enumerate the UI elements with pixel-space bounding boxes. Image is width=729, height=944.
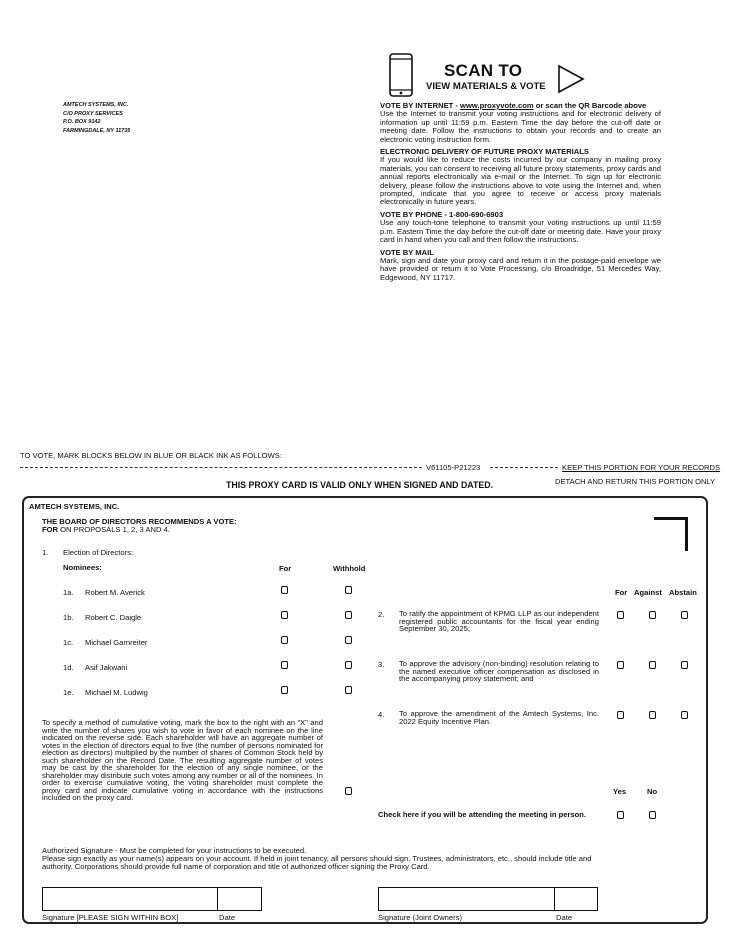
phone-section bbox=[380, 211, 661, 245]
internet-section bbox=[380, 102, 661, 144]
proposal-number: 3. bbox=[378, 660, 385, 669]
address-line: P.O. BOX 9142 bbox=[63, 119, 101, 125]
nominee-for-checkbox[interactable] bbox=[281, 686, 288, 694]
internet-body: Use the Internet to transmit your voting instructions and for electronic delivery of information up until 11:59 p.m. Eastern Time the day before the cut-off date or meeting date. Follow the instructions to obtain your records and to create an electronic voting instruction form. bbox=[380, 109, 661, 144]
joint-date-box[interactable] bbox=[554, 887, 598, 911]
address-line: C/O PROXY SERVICES bbox=[63, 110, 123, 117]
mailing-address bbox=[63, 101, 130, 135]
proposal-abstain-checkbox[interactable] bbox=[681, 711, 688, 719]
board-for: FOR bbox=[42, 525, 59, 534]
attend-yes-checkbox[interactable] bbox=[617, 811, 624, 819]
mail-section bbox=[380, 249, 661, 283]
play-arrow-icon bbox=[557, 64, 585, 94]
election-number: 1. bbox=[42, 548, 49, 557]
internet-heading-suffix: or scan the QR Barcode above bbox=[533, 101, 647, 110]
nominee-withhold-checkbox[interactable] bbox=[345, 686, 352, 694]
proposal-number: 4. bbox=[378, 710, 385, 719]
to-vote-instruction: TO VOTE, MARK BLOCKS BELOW IN BLUE OR BLACK INK AS FOLLOWS: bbox=[20, 451, 282, 460]
election-label: Election of Directors: bbox=[63, 548, 134, 557]
board-proposals bbox=[42, 525, 170, 534]
scan-subtitle: VIEW MATERIALS & VOTE bbox=[426, 81, 546, 92]
nominees-header: Nominees: bbox=[63, 563, 102, 572]
col-for-header: For bbox=[279, 564, 292, 573]
nominee-withhold-checkbox[interactable] bbox=[345, 661, 352, 669]
joint-signature-label: Signature (Joint Owners) bbox=[378, 913, 462, 922]
proposal-for-checkbox[interactable] bbox=[617, 711, 624, 719]
attend-text: Check here if you will be attending the meeting in person. bbox=[378, 810, 587, 819]
mail-body: Mark, sign and date your proxy card and return it in the postage-paid envelope we have provided or return it to Vote Processing, c/o Broadridge, 51 Mercedes Way, Edgewood, NY 11717. bbox=[380, 255, 661, 282]
proxyvote-link[interactable]: www.proxyvote.com bbox=[460, 101, 534, 110]
proposal-against-checkbox[interactable] bbox=[649, 661, 656, 669]
nominee-name: Michael Garnreiter bbox=[85, 638, 148, 647]
sign-instructions: Please sign exactly as your name(s) appears on your account. If held in joint tenancy, all persons should sign. Trustees, administrators, etc., should include title and authority. Corporations should provide full name of corporation and title of authorized officer signing the Proxy Card. bbox=[42, 854, 592, 871]
detach-line bbox=[490, 467, 558, 468]
proposal-abstain-header: Abstain bbox=[669, 588, 697, 597]
company-name: AMTECH SYSTEMS, INC. bbox=[29, 502, 120, 511]
nominee-for-checkbox[interactable] bbox=[281, 661, 288, 669]
keep-portion-label: KEEP THIS PORTION FOR YOUR RECORDS bbox=[562, 463, 721, 472]
cumulative-voting-text: To specify a method of cumulative voting, mark the box to the right with an "X" and write the number of shares you wish to vote in favor of each nominee on the line indicated on the reverse side. Each shareholder will have an aggregate number of votes in the election of directors equal to five (the number of persons nominated for election as directors) multiplied by the number of shares of Common Stock held by such shareholder on the Record Date. The resulting aggregate number of votes may be cast by the shareholder for the election of any single nominee, or the shareholder may distribute such votes among any number or all of the nominees. In order to exercise cumulative voting, the voting shareholder must complete the proxy card and indicate cumulative voting in accordance with the instructions included on the proxy card. bbox=[42, 718, 323, 802]
nominee-number: 1b. bbox=[63, 613, 74, 622]
nominee-name: Michael M. Ludwig bbox=[85, 688, 148, 697]
phone-body: Use any touch-tone telephone to transmit your voting instructions up until 11:59 p.m. Eastern Time the day before the cut-off date or meeting date. Have your proxy card in hand when you call and then follow the instructions. bbox=[380, 218, 661, 245]
proposal-for-checkbox[interactable] bbox=[617, 661, 624, 669]
proposal-for-header: For bbox=[615, 588, 628, 597]
proposal-text: To approve the amendment of the Amtech Systems, Inc. 2022 Equity Incentive Plan. bbox=[399, 709, 599, 726]
nominee-number: 1d. bbox=[63, 663, 74, 672]
attend-no-label: No bbox=[647, 787, 658, 796]
mail-heading: VOTE BY MAIL bbox=[380, 247, 434, 257]
nominee-for-checkbox[interactable] bbox=[281, 586, 288, 594]
date-box[interactable] bbox=[217, 887, 262, 911]
scan-title: SCAN TO bbox=[444, 61, 523, 80]
detach-label: DETACH AND RETURN THIS PORTION ONLY bbox=[555, 477, 716, 486]
date-label: Date bbox=[219, 913, 236, 922]
electronic-body: If you would like to reduce the costs incurred by our company in mailing proxy materials, you can consent to receiving all future proxy statements, proxy cards and annual reports electronically via e-mail or the Internet. To sign up for electronic delivery, please follow the instructions above to vote using the Internet and, when prompted, indicate that you agree to receive or access proxy materials electronically in future years. bbox=[380, 155, 661, 207]
proposal-against-header: Against bbox=[634, 588, 662, 597]
proposal-number: 2. bbox=[378, 610, 385, 619]
proposal-against-checkbox[interactable] bbox=[649, 711, 656, 719]
board-proposals-text: ON PROPOSALS 1, 2, 3 AND 4. bbox=[58, 525, 170, 534]
electronic-heading: ELECTRONIC DELIVERY OF FUTURE PROXY MATERIALS bbox=[380, 147, 589, 157]
address-line: FARMINGDALE, NY 11735 bbox=[63, 127, 131, 134]
proposal-abstain-checkbox[interactable] bbox=[681, 661, 688, 669]
signature-box[interactable] bbox=[42, 887, 218, 911]
attend-no-checkbox[interactable] bbox=[649, 811, 656, 819]
signature-label: Signature [PLEASE SIGN WITHIN BOX] bbox=[42, 913, 179, 922]
attend-yes-label: Yes bbox=[613, 787, 627, 796]
nominee-for-checkbox[interactable] bbox=[281, 636, 288, 644]
smartphone-icon bbox=[389, 53, 413, 97]
proposal-abstain-checkbox[interactable] bbox=[681, 611, 688, 619]
col-withhold-header: Withhold bbox=[333, 564, 366, 573]
joint-date-label: Date bbox=[556, 913, 573, 922]
electronic-delivery-section bbox=[380, 148, 661, 207]
proposal-against-checkbox[interactable] bbox=[649, 611, 656, 619]
nominee-number: 1e. bbox=[63, 688, 74, 697]
nominee-name: Robert M. Averick bbox=[85, 588, 145, 597]
proposal-text: To ratify the appointment of KPMG LLP as our independent registered public accountants for the fiscal year ending September 30, 2025; bbox=[399, 609, 599, 633]
detach-line bbox=[20, 467, 422, 468]
joint-signature-box[interactable] bbox=[378, 887, 555, 911]
nominee-for-checkbox[interactable] bbox=[281, 611, 288, 619]
nominee-name: Asif Jakwani bbox=[85, 663, 128, 672]
board-recommendation: THE BOARD OF DIRECTORS RECOMMENDS A VOTE: bbox=[42, 517, 237, 526]
proposal-for-checkbox[interactable] bbox=[617, 611, 624, 619]
phone-heading: VOTE BY PHONE - 1-800-690-6903 bbox=[380, 209, 504, 219]
nominee-number: 1c. bbox=[63, 638, 74, 647]
nominee-withhold-checkbox[interactable] bbox=[345, 611, 352, 619]
valid-notice: THIS PROXY CARD IS VALID ONLY WHEN SIGNED AND DATED. bbox=[226, 480, 494, 490]
voting-instructions bbox=[380, 102, 661, 286]
nominee-name: Robert C. Daigle bbox=[85, 613, 142, 622]
address-line: AMTECH SYSTEMS, INC. bbox=[63, 102, 129, 108]
nominee-number: 1a. bbox=[63, 588, 74, 597]
control-number: V61105-P21223 bbox=[426, 463, 481, 472]
proposal-text: To approve the advisory (non-binding) resolution relating to the named executive officer compensation as disclosed in the accompanying proxy statement; and bbox=[399, 659, 599, 683]
nominee-withhold-checkbox[interactable] bbox=[345, 636, 352, 644]
authorized-signature-note: Authorized Signature - Must be completed for your instructions to be executed. bbox=[42, 846, 307, 855]
internet-heading-prefix: VOTE BY INTERNET - bbox=[380, 101, 461, 110]
registration-mark bbox=[654, 517, 688, 551]
nominee-withhold-checkbox[interactable] bbox=[345, 586, 352, 594]
cumulative-voting-checkbox[interactable] bbox=[345, 787, 352, 795]
